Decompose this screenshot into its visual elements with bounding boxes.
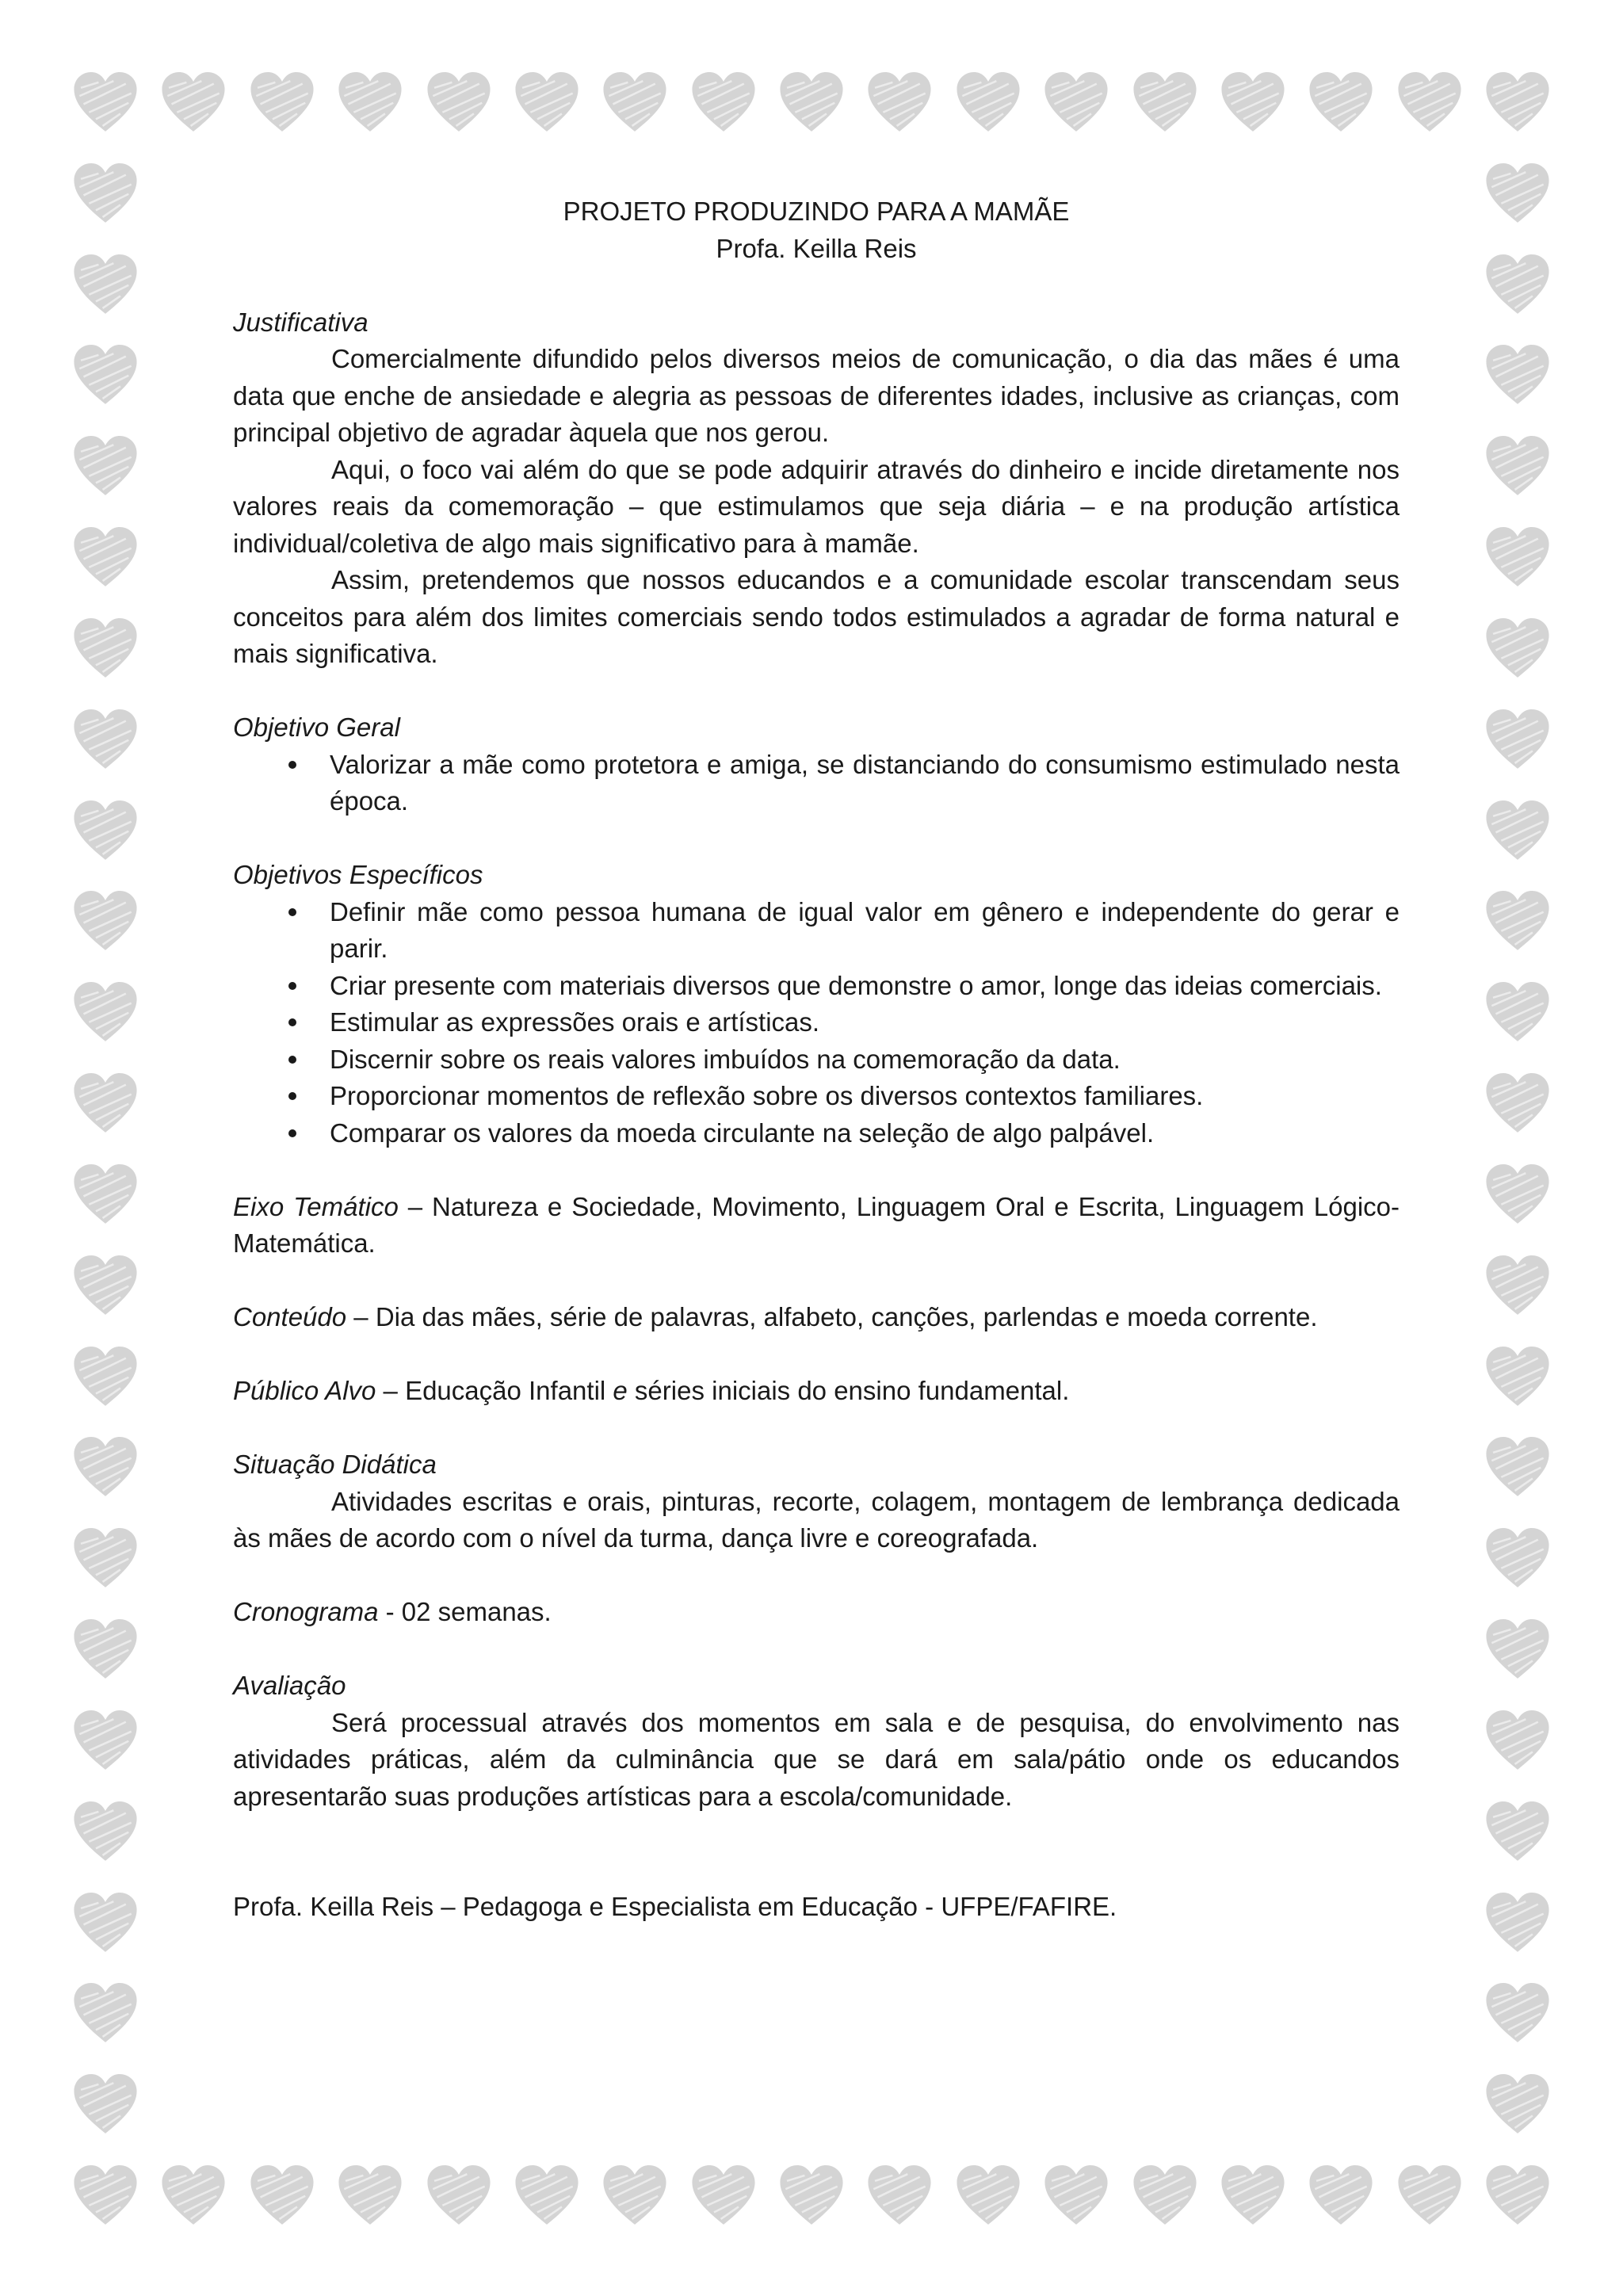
heart-icon [71, 888, 139, 952]
avaliacao-paragraph: Será processual através dos momentos em sala e de pesquisa, do envolvimento nas atividades práticas, além da culminância que se dará em sala/pátio onde os educandos apresentarão suas produções artísticas para a escola/comunidade. [233, 1707, 1400, 1811]
list-item: Estimular as expressões orais e artísticas. [233, 1004, 1400, 1041]
heart-icon [1042, 2163, 1110, 2226]
heart-icon [954, 2163, 1022, 2226]
cronograma-label: Cronograma [233, 1597, 379, 1626]
heart-icon [248, 2163, 316, 2226]
heart-icon [865, 70, 934, 133]
publico-text: – Educação Infantil [376, 1376, 613, 1405]
publico-text-after: séries iniciais do ensino fundamental. [627, 1376, 1070, 1405]
publico-alvo [233, 1373, 1400, 1410]
heart-icon [159, 70, 227, 133]
heart-icon [71, 1890, 139, 1954]
heart-icon [1484, 161, 1552, 224]
heart-icon [71, 252, 139, 315]
heart-icon [1484, 616, 1552, 679]
footer-signature: Profa. Keilla Reis – Pedagoga e Especialista em Educação - UFPE/FAFIRE. [233, 1892, 1117, 1921]
heart-icon [1484, 888, 1552, 952]
justificativa-paragraph: Assim, pretendemos que nossos educandos e a comunidade escolar transcendam seus conceitos para além dos limites comerciais sendo todos estimulados a agradar de forma natural e mais significativa. [233, 565, 1400, 668]
heart-icon [71, 1162, 139, 1225]
heart-icon [71, 434, 139, 497]
heart-icon [71, 980, 139, 1043]
heart-icon [1484, 70, 1552, 133]
heart-icon [777, 2163, 846, 2226]
heart-icon [71, 525, 139, 588]
eixo-text: – Natureza e Sociedade, Movimento, Linguagem Oral e Escrita, Linguagem Lógico-Matemática. [233, 1191, 1400, 1258]
list-item: Comparar os valores da moeda circulante na seleção de algo palpável. [233, 1115, 1400, 1152]
heart-icon [159, 2163, 227, 2226]
heart-icon [1484, 252, 1552, 315]
objetivo-geral-heading: Objetivo Geral [233, 712, 400, 742]
heart-icon [71, 2163, 139, 2226]
objetivos-especificos-list [233, 894, 1400, 1152]
publico-text-italic: e [613, 1376, 628, 1405]
heart-icon [1484, 434, 1552, 497]
heart-icon [1484, 1253, 1552, 1316]
heart-icon [1484, 1162, 1552, 1225]
heart-icon [71, 798, 139, 861]
document-title: PROJETO PRODUZINDO PARA A MAMÃE [563, 197, 1070, 226]
cronograma [233, 1594, 1400, 1631]
heart-icon [425, 2163, 493, 2226]
list-item: Criar presente com materiais diversos que demonstre o amor, longe das ideias comerciais. [233, 968, 1400, 1005]
heart-icon [601, 70, 669, 133]
heart-icon [71, 1799, 139, 1862]
heart-icon [1131, 2163, 1199, 2226]
heart-icon [1484, 1708, 1552, 1771]
heart-icon [1484, 1071, 1552, 1134]
heart-icon [1484, 2163, 1552, 2226]
heart-icon [1484, 707, 1552, 770]
heart-icon [1484, 1799, 1552, 1862]
heart-icon [336, 2163, 404, 2226]
conteudo-text: – Dia das mães, série de palavras, alfabeto, canções, parlendas e moeda corrente. [346, 1302, 1318, 1331]
heart-icon [601, 2163, 669, 2226]
heart-icon [71, 2072, 139, 2135]
heart-icon [1131, 70, 1199, 133]
list-item: Valorizar a mãe como protetora e amiga, se distanciando do consumismo estimulado nesta época. [233, 747, 1400, 820]
heart-icon [1484, 2072, 1552, 2135]
heart-icon [1219, 2163, 1287, 2226]
heart-icon [71, 342, 139, 406]
heart-icon [336, 70, 404, 133]
heart-icon [1396, 2163, 1464, 2226]
heart-icon [1484, 525, 1552, 588]
heart-icon [71, 1617, 139, 1680]
heart-icon [1484, 980, 1552, 1043]
heart-icon [1484, 798, 1552, 861]
heart-icon [71, 707, 139, 770]
heart-icon [71, 1071, 139, 1134]
cronograma-text: - 02 semanas. [378, 1597, 552, 1626]
heart-icon [71, 70, 139, 133]
heart-icon [1042, 70, 1110, 133]
heart-icon [71, 1708, 139, 1771]
heart-icon [71, 1526, 139, 1589]
objetivos-especificos-heading: Objetivos Específicos [233, 860, 483, 889]
document-body [233, 193, 1400, 1926]
publico-label: Público Alvo [233, 1376, 376, 1405]
objetivo-geral-list [233, 747, 1400, 820]
heart-icon [425, 70, 493, 133]
heart-icon [1219, 70, 1287, 133]
heart-icon [954, 70, 1022, 133]
list-item: Definir mãe como pessoa humana de igual valor em gênero e independente do gerar e parir. [233, 894, 1400, 968]
heart-icon [71, 1344, 139, 1408]
heart-icon [689, 2163, 758, 2226]
document-author: Profa. Keilla Reis [716, 233, 917, 263]
situacao-paragraph: Atividades escritas e orais, pinturas, recorte, colagem, montagem de lembrança dedicada às mães de acordo com o nível da turma, dança livre e coreografada. [233, 1486, 1400, 1553]
heart-icon [1484, 1890, 1552, 1954]
heart-icon [513, 2163, 581, 2226]
list-item: Proporcionar momentos de reflexão sobre os diversos contextos familiares. [233, 1078, 1400, 1115]
justificativa-paragraph: Comercialmente difundido pelos diversos meios de comunicação, o dia das mães é uma data que enche de ansiedade e alegria as pessoas de diferentes idades, inclusive as crianças, com principal objetivo de agradar àquela que nos gerou. [233, 344, 1400, 447]
heart-icon [71, 1981, 139, 2044]
heart-icon [777, 70, 846, 133]
heart-icon [1307, 2163, 1375, 2226]
justificativa-heading: Justificativa [233, 307, 369, 337]
heart-icon [1484, 1435, 1552, 1498]
heart-icon [1484, 1344, 1552, 1408]
heart-icon [1484, 1526, 1552, 1589]
heart-icon [71, 616, 139, 679]
eixo-label: Eixo Temático [233, 1191, 399, 1221]
conteudo [233, 1299, 1400, 1336]
heart-icon [248, 70, 316, 133]
heart-icon [1484, 342, 1552, 406]
justificativa-paragraph: Aqui, o foco vai além do que se pode adquirir através do dinheiro e incide diretamente nos valores reais da comemoração – que estimulamos que seja diária – e na produção artística individual/coletiva de algo mais significativo para à mamãe. [233, 454, 1400, 558]
situacao-heading: Situação Didática [233, 1450, 437, 1479]
list-item: Discernir sobre os reais valores imbuídos na comemoração da data. [233, 1041, 1400, 1079]
heart-icon [1484, 1617, 1552, 1680]
heart-icon [865, 2163, 934, 2226]
heart-icon [71, 1253, 139, 1316]
avaliacao-heading: Avaliação [233, 1671, 346, 1700]
eixo-tematico [233, 1189, 1400, 1263]
conteudo-label: Conteúdo [233, 1302, 347, 1331]
heart-icon [513, 70, 581, 133]
heart-icon [1396, 70, 1464, 133]
heart-icon [71, 1435, 139, 1498]
heart-icon [1307, 70, 1375, 133]
heart-icon [71, 161, 139, 224]
heart-icon [689, 70, 758, 133]
heart-icon [1484, 1981, 1552, 2044]
